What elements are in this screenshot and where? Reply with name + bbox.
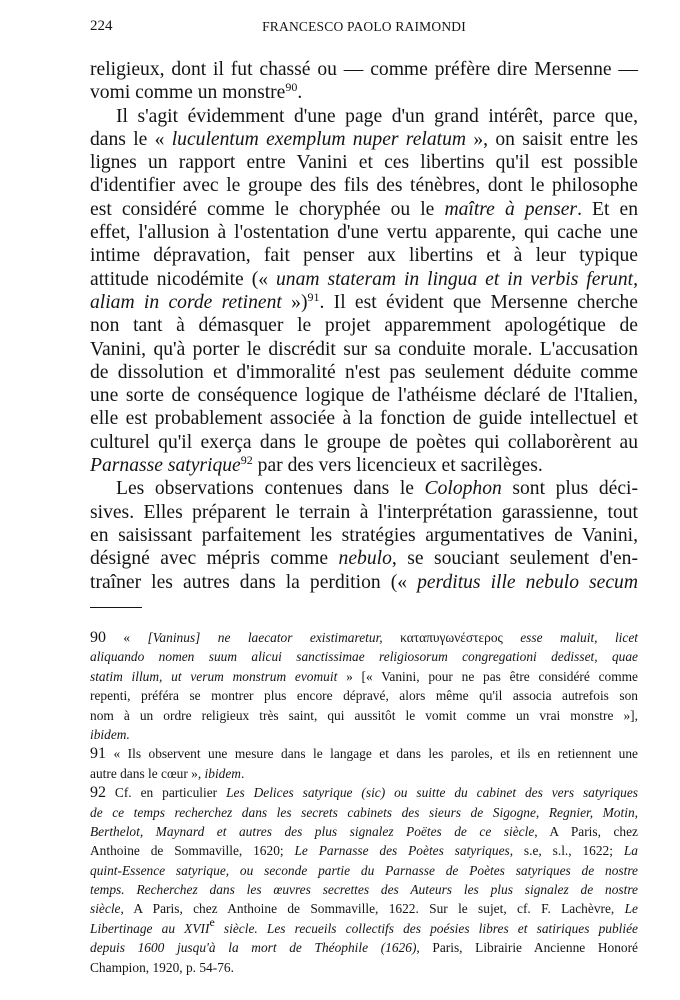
footnote-line: aliquando nomen suum alicui sanctissimae religiosorum congregationi dedisset, quae (90, 649, 638, 665)
text-line: en saisissant parfaitement les stratégies argumentatives de Vanini, (90, 524, 638, 546)
footnote-ref-92: 92 (240, 453, 253, 468)
footnote-separator (90, 607, 142, 608)
paragraph-start: Les observations contenues dans le Colophon sont plus déci- (116, 478, 638, 500)
text-line: vomi comme un monstre$^{90}$. (90, 80, 303, 104)
footnote-91: 91 « Ils observent une mesure dans le langage et dans les paroles, et ils en retiennent une (90, 745, 638, 763)
footnote-ref-90: 90 (285, 80, 298, 95)
text-line: de dissolution et d'immoralité n'est pas seulement déduite comme (90, 361, 638, 383)
text-line: effet, l'allusion à l'ostentation d'une vertu apparente, qui cache une (90, 222, 638, 244)
footnote-90: 90 « [Vaninus] ne laecator existimaretur, καταπυγωνέστερος esse maluit, licet (90, 629, 638, 646)
text-line: d'identifier avec le groupe des fils des ténèbres, dont le philosophe (90, 175, 638, 197)
text-line: aliam in corde retinent »)$^{91}$. Il est évident que Mersenne cherche (90, 289, 638, 313)
text-line: lignes un rapport entre Vanini et ces libertins qu'il est possible (90, 152, 638, 174)
paragraph-start: Il s'agit évidemment d'une page d'un grand intérêt, parce que, (116, 105, 638, 127)
footnote-line: nom à un ordre religieux très saint, qui aussitôt le vomit comme un vrai monstre »], (90, 707, 638, 723)
text-line: intime dépravation, fait penser aux libertins et à leur typique (90, 245, 638, 267)
text-line: elle est probablement associée à la fonction de guide intellectuel et (90, 408, 638, 430)
running-head: FRANCESCO PAOLO RAIMONDI (262, 19, 466, 34)
text-line: attitude nicodémite (« unam stateram in lingua et in verbis ferunt, (90, 268, 638, 290)
footnote-92: 92 Cf. en particulier Les Delices satyrique (sic) ou suitte du cabinet des vers satyriques (90, 784, 638, 802)
footnotes (90, 628, 638, 977)
text-line: dans le « luculentum exemplum nuper relatum », on saisit entre les (90, 128, 638, 150)
footnote-line: Anthoine de Sommaville, 1620; Le Parnasse des Poètes satyriques, s.e, s.l., 1622; La (90, 843, 638, 859)
text-line: traîner les autres dans la perdition (« perditus ille nebulo secum (90, 571, 638, 593)
text-line: culturel qu'il exerça dans le groupe de poètes qui collaborèrent au (90, 431, 638, 453)
footnote-ref-91: 91 (307, 289, 320, 304)
footnote-line: temps. Recherchez dans les œuvres secrettes des Auteurs les plus signalez de nostre (90, 882, 638, 898)
footnote-line: depuis 1600 jusqu'à la mort de Théophile (1626), Paris, Librairie Ancienne Honoré (90, 940, 639, 956)
footnote-line: autre dans le cœur », ibidem. (90, 765, 245, 781)
text-line: religieux, dont il fut chassé ou — comme préfère dire Mersenne — (90, 59, 638, 80)
footnote-line: Berthelot, Maynard et autres des plus signalez Poëtes de ce siècle, A Paris, chez (90, 823, 638, 839)
footnote-line: quint-Essence satyrique, ou seconde partie du Parnasse de Poètes satyriques de nostre (90, 862, 638, 878)
footnote-line: de ce temps recherchez dans les secrets cabinets des sieurs de Sigogne, Regnier, Motin, (90, 804, 638, 820)
text-line: sives. Elles préparent le terrain à l'interprétation garassienne, tout (90, 501, 638, 523)
page-header (90, 18, 638, 38)
footnote-line: siècle, A Paris, chez Anthoine de Sommaville, 1622. Sur le sujet, cf. F. Lachèvre, Le (90, 901, 638, 917)
text-line: est considéré comme le choryphée ou le maître à penser. Et en (90, 198, 638, 220)
text-line: Vanini, qu'à porter le discrédit sur sa conduite morale. L'accusation (90, 338, 638, 360)
footnote-line: Libertinage au XVIIe siècle. Les recueils collectifs des poésies libres et satiriques publiée (90, 914, 638, 936)
main-text (90, 58, 638, 594)
text-line: désigné avec mépris comme nebulo, se souciant seulement d'en- (90, 548, 638, 570)
footnote-line: statim illum, ut verum monstrum evomuit » [« Vanini, pour ne pas être considéré comme (90, 668, 638, 684)
text-line: non tant à démasquer le projet apparemment apologétique de (90, 315, 638, 337)
footnote-line: ibidem. (90, 726, 130, 742)
footnote-line: repenti, préféra se montrer plus encore dépravé, alors même qu'il associa autrefois son (90, 688, 638, 704)
footnote-line: Champion, 1920, p. 54-76. (90, 959, 234, 975)
text-line: une sorte de conséquence logique de l'athéisme déclaré de l'Italien, (90, 385, 638, 407)
text-line: Parnasse satyrique$^{92}$ par des vers licencieux et sacrilèges. (90, 453, 543, 477)
page-number: 224 (90, 18, 113, 34)
